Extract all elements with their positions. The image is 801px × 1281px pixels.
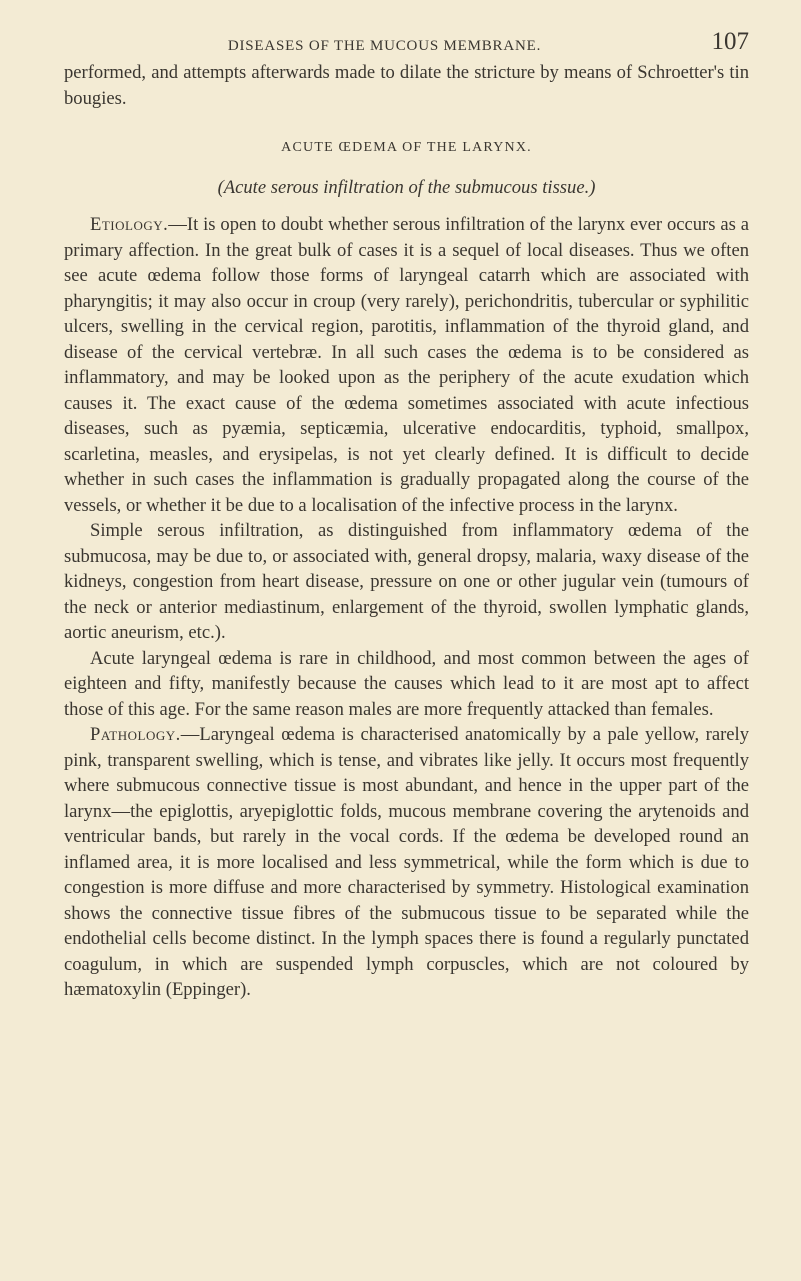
simple-infiltration-paragraph: Simple serous infiltration, as distinguished from inflammatory œdema of the submucosa, may be due to, or associated with, general dropsy, malaria, waxy disease of the kidneys, congestion from heart disease, pressure on one or other jugular vein (tumours of the neck or anterior mediastinum, enlargement of the thyroid, swollen lymphatic glands, aortic aneurism, etc.). <box>64 520 749 643</box>
continuation-paragraph: performed, and attempts afterwards made to dilate the stricture by means of Schroetter's tin bougies. <box>64 62 749 109</box>
section-title: ACUTE ŒDEMA OF THE LARYNX. <box>281 140 532 155</box>
running-title: DISEASES OF THE MUCOUS MEMBRANE. <box>227 38 542 54</box>
etiology-text: —It is open to doubt whether serous infiltration of the larynx ever occurs as a primary affection. In the great bulk of cases it is a sequel of local diseases. Thus we often see acute œdema follow those forms of laryngeal catarrh which are associated with pharyngitis; it may also occur in croup (very rarely), perichondritis, tubercular or syphilitic ulcers, swelling in the cervical region, parotitis, inflammation of the thyroid gland, and disease of the cervical vertebræ. In all such cases the œdema is to be considered as inflammatory, and may be looked upon as the periphery of the acute exudation which causes it. The exact cause of the œdema sometimes associated with acute infectious diseases, such as pyæmia, septicæmia, ulcerative endocarditis, typhoid, smallpox, scarletina, measles, and erysipelas, is not yet clearly defined. It is difficult to decide whether in such cases the inflammation is gradually propagated along the course of the vessels, or whether it be due to a localisation of the infective process in the larynx. <box>64 214 749 516</box>
pathology-label: Pathology. <box>90 724 181 745</box>
section-subtitle: (Acute serous infiltration of the submucous tissue.) <box>217 176 596 198</box>
etiology-paragraph <box>64 212 749 518</box>
pathology-text: —Laryngeal œdema is characterised anatomically by a pale yellow, rarely pink, transparent swelling, which is tense, and vibrates like jelly. It occurs most frequently where submucous connective tissue is most abundant, and hence in the upper part of the larynx—the epiglottis, aryepiglottic folds, mucous membrane covering the arytenoids and ventricular bands, but rarely in the vocal cords. If the œdema be developed round an inflamed area, it is more localised and less symmetrical, while the form which is due to congestion is more diffuse and more characterised by symmetry. Histological examination shows the connective tissue fibres of the submucous tissue to be separated while the endothelial cells become distinct. In the lymph spaces there is found a regularly punctated coagulum, in which are suspended lymph corpuscles, which are not coloured by hæmatoxylin (Eppinger). <box>64 724 749 1000</box>
pathology-paragraph <box>64 722 749 1003</box>
etiology-label: Etiology. <box>90 214 169 235</box>
book-page <box>64 28 749 1003</box>
acute-oedema-paragraph: Acute laryngeal œdema is rare in childhood, and most common between the ages of eighteen and fifty, manifestly because the causes which lead to it are most apt to affect those of this age. For the same reason males are more frequently attacked than females. <box>64 647 749 720</box>
page-number: 107 <box>711 28 749 55</box>
running-head <box>64 28 749 58</box>
